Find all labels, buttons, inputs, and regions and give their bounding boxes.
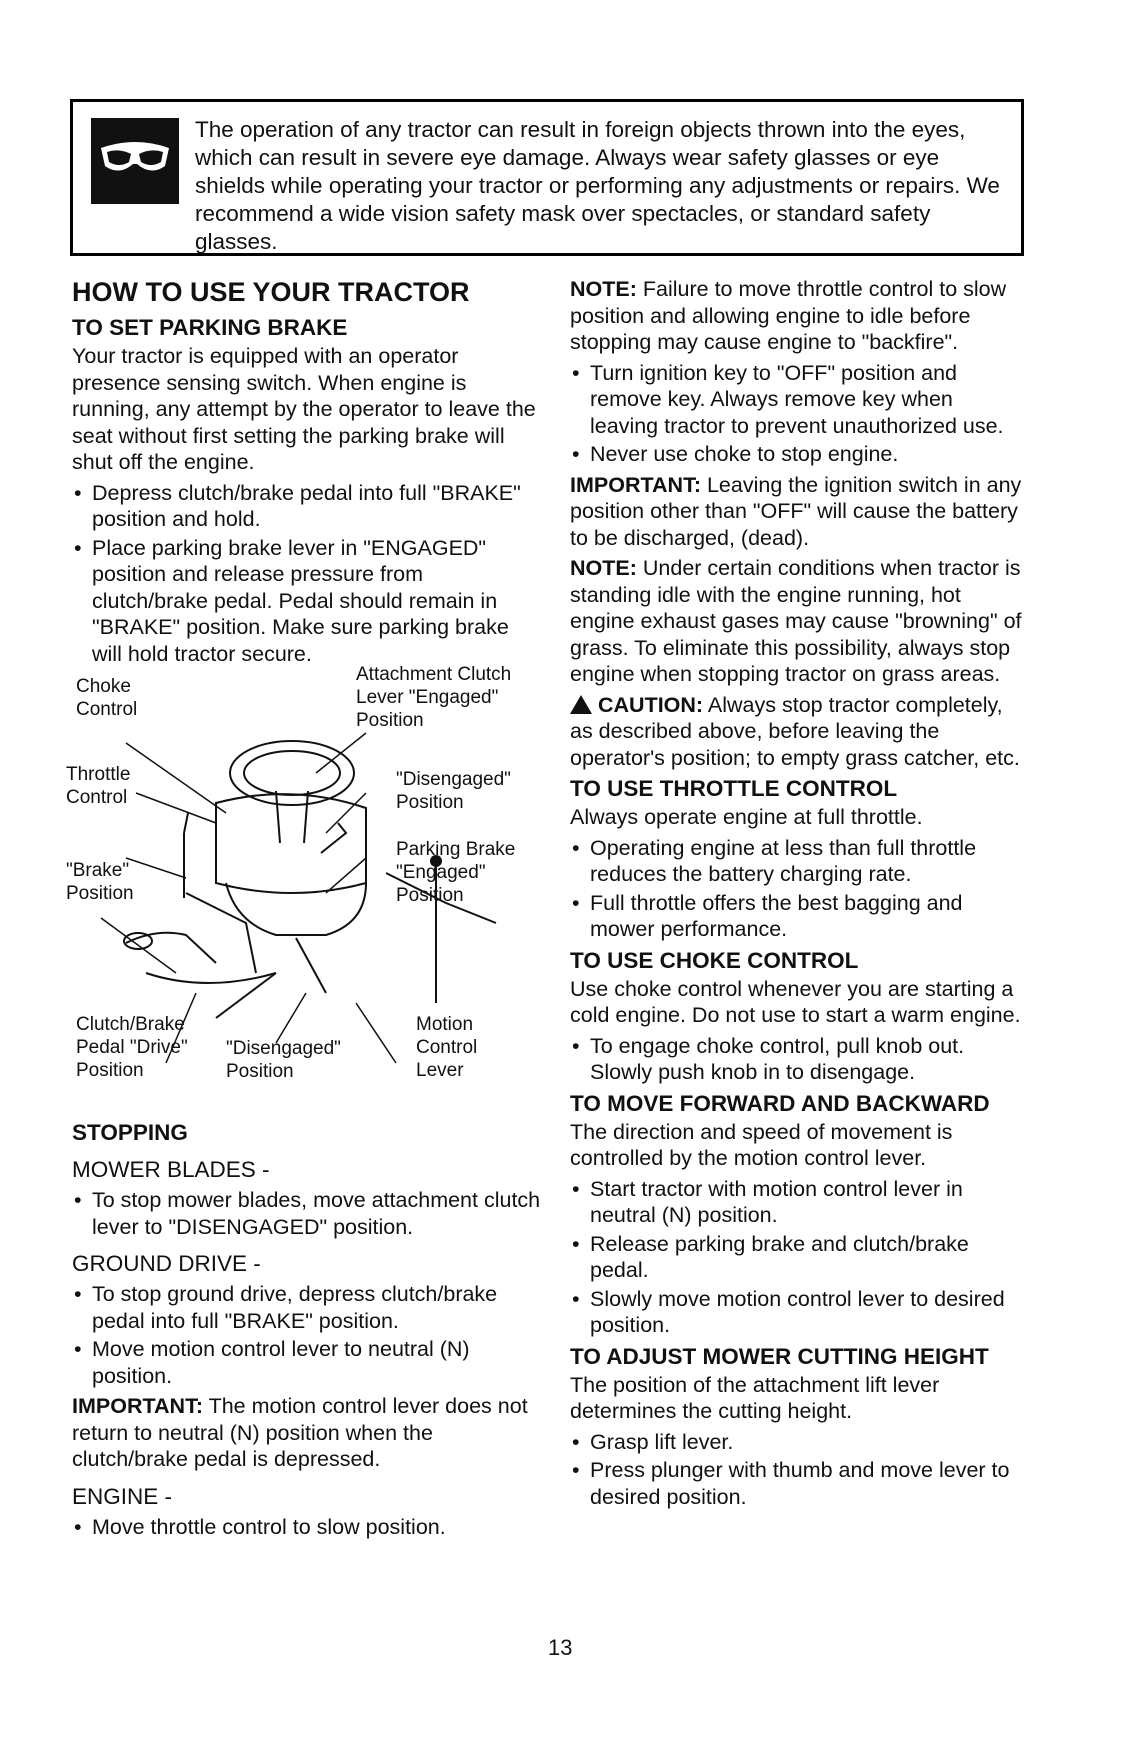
safety-warning-box	[70, 99, 1024, 256]
tractor-controls-diagram	[66, 664, 536, 1113]
mower-bullets	[72, 1187, 542, 1240]
move-intro: The direction and speed of movement is controlled by the motion control lever.	[570, 1119, 953, 1170]
important-text: Leaving the ignition switch in any position other than "OFF" will cause the battery to be discharged, (dead).	[570, 472, 1022, 550]
parking-brake-heading: TO SET PARKING BRAKE	[72, 315, 348, 340]
engine-bullets	[72, 1514, 542, 1541]
list-item: • Move throttle control to slow position.	[72, 1514, 542, 1541]
list-item: • Grasp lift lever.	[570, 1429, 1025, 1456]
move-bullets	[570, 1176, 1025, 1339]
ground-drive-heading: GROUND DRIVE -	[72, 1251, 261, 1276]
page-number: 13	[548, 1635, 573, 1660]
label-disengaged-attachment: "Disengaged" Position	[396, 769, 511, 813]
list-item: • To stop ground drive, depress clutch/brake pedal into full "BRAKE" position.	[72, 1281, 542, 1334]
label-choke-control: Choke Control	[76, 676, 138, 720]
label-pedal-disengaged: "Disengaged" Position	[226, 1038, 341, 1082]
safety-glasses-icon	[91, 118, 179, 204]
list-item: • Release parking brake and clutch/brake pedal.	[570, 1231, 1025, 1284]
important-label: IMPORTANT:	[72, 1394, 203, 1418]
height-bullets	[570, 1429, 1025, 1511]
label-parking-brake-engaged: Parking Brake "Engaged" Position	[396, 839, 516, 906]
list-item: • Place parking brake lever in "ENGAGED" position and release pressure from clutch/brake pedal. Pedal should remain in "BRAKE" position. Make sure parking brake will hold tractor secure.	[72, 535, 542, 668]
list-item: • Depress clutch/brake pedal into full "BRAKE" position and hold.	[72, 480, 542, 533]
throttle-intro: Always operate engine at full throttle.	[570, 805, 923, 829]
list-item: • Start tractor with motion control lever in neutral (N) position.	[570, 1176, 1025, 1229]
note-backfire	[570, 276, 1025, 356]
note-text: Under certain conditions when tractor is standing idle with the engine running, hot engine exhaust gases may cause "browning" of grass. To eliminate this possibility, always stop engine when stopping tractor on grass areas.	[570, 556, 1022, 686]
section-title: HOW TO USE YOUR TRACTOR	[72, 277, 470, 307]
mower-blades-heading: MOWER BLADES -	[72, 1157, 270, 1182]
engine-heading: ENGINE -	[72, 1483, 173, 1509]
note-label: NOTE:	[570, 556, 637, 580]
important-motion-note	[72, 1393, 542, 1473]
list-item: • Full throttle offers the best bagging and mower performance.	[570, 890, 1025, 943]
throttle-heading: TO USE THROTTLE CONTROL	[570, 776, 898, 801]
ground-bullets	[72, 1281, 542, 1389]
caution-note	[570, 692, 1025, 772]
note-text: Failure to move throttle control to slow position and allowing engine to idle before stopping may cause engine to "backfire".	[570, 277, 1007, 354]
left-column	[66, 276, 542, 1544]
stopping-heading: STOPPING	[72, 1120, 188, 1145]
list-item: • Slowly move motion control lever to desired position.	[570, 1286, 1025, 1339]
choke-bullets	[570, 1033, 1025, 1086]
label-attachment-engaged: Attachment Clutch Lever "Engaged" Position	[356, 664, 512, 731]
list-item: • Never use choke to stop engine.	[570, 441, 1025, 468]
label-brake-position: "Brake" Position	[66, 860, 134, 904]
parking-intro: Your tractor is equipped with an operator presence sensing switch. When engine is running, any attempt by the operator to leave the seat without first setting the parking brake will shut off the engine.	[72, 344, 536, 474]
list-item: • Move motion control lever to neutral (N) position.	[72, 1336, 542, 1389]
choke-heading: TO USE CHOKE CONTROL	[570, 947, 859, 973]
label-throttle-control: Throttle Control	[66, 764, 131, 808]
list-item: • Operating engine at less than full throttle reduces the battery charging rate.	[570, 835, 1025, 888]
throttle-bullets	[570, 835, 1025, 943]
important-label: IMPORTANT:	[570, 472, 701, 497]
list-item: • To engage choke control, pull knob out. Slowly push knob in to disengage.	[570, 1033, 1025, 1086]
caution-label: CAUTION:	[598, 692, 704, 717]
move-heading: TO MOVE FORWARD AND BACKWARD	[570, 1090, 990, 1116]
warning-text: The operation of any tractor can result in foreign objects thrown into the eyes, which can result in severe eye damage. Always wear safety glasses or eye shields while operating your tractor or performing any adjustments or repairs. We recommend a wide vision safety mask over spectacles, or standard safety glasses.	[195, 117, 1000, 254]
note-browning	[570, 555, 1025, 688]
list-item: • To stop mower blades, move attachment clutch lever to "DISENGAGED" position.	[72, 1187, 542, 1240]
choke-intro: Use choke control whenever you are starting a cold engine. Do not use to start a warm engine.	[570, 976, 1021, 1027]
caution-triangle-icon	[570, 695, 592, 714]
caution-text: Always stop tractor completely, as described above, before leaving the operator's position; to empty grass catcher, etc.	[570, 692, 1020, 770]
label-clutch-brake-drive: Clutch/Brake Pedal "Drive" Position	[76, 1014, 188, 1081]
parking-bullets	[72, 480, 542, 668]
list-item: • Turn ignition key to "OFF" position and remove key. Always remove key when leaving tractor to prevent unauthorized use.	[570, 360, 1025, 440]
label-motion-control-lever: Motion Control Lever	[416, 1014, 478, 1081]
cutting-height-heading: TO ADJUST MOWER CUTTING HEIGHT	[570, 1343, 989, 1369]
stop-bullets	[570, 360, 1025, 468]
list-item: • Press plunger with thumb and move lever to desired position.	[570, 1457, 1025, 1510]
note-label: NOTE:	[570, 277, 637, 301]
important-ignition-note	[570, 472, 1025, 552]
important-text: The motion control lever does not return to neutral (N) position when the clutch/brake pedal is depressed.	[72, 1394, 528, 1471]
height-intro: The position of the attachment lift lever determines the cutting height.	[570, 1372, 940, 1423]
right-column	[570, 276, 1025, 1514]
